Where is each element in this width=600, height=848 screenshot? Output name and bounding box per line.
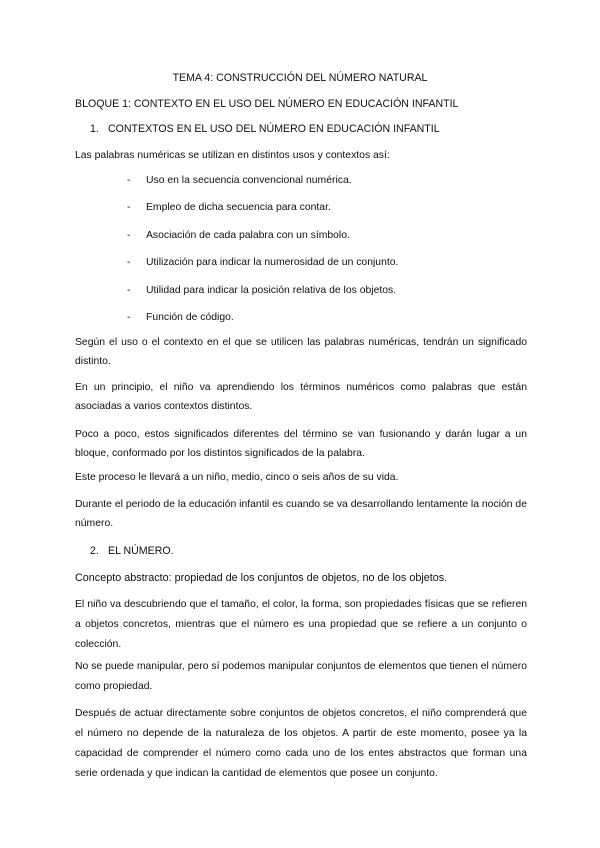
body-paragraph: El niño va descubriendo que el tamaño, el color, la forma, son propiedades físicas que se refieren a objetos concretos, mientras que el número es una propiedad que se refiere a un conjunto o colección. [75, 599, 527, 650]
page-title: TEMA 4: CONSTRUCCIÓN DEL NÚMERO NATURAL [172, 72, 428, 84]
bullet-marker: - [127, 257, 131, 268]
bullet-marker: - [127, 312, 131, 323]
bullet-marker: - [127, 230, 131, 241]
section-number-1: 1. [90, 123, 99, 135]
body-paragraph: En un principio, el niño va aprendiendo los términos numéricos como palabras que están asociadas a varios contextos distintos. [75, 382, 527, 412]
body-paragraph: Después de actuar directamente sobre conjuntos de objetos concretos, el niño comprenderá que el número no depende de la naturaleza de los objetos. A partir de este momento, posee ya la capacidad de comprender el número como cada uno de los entes abstractos que forman una serie ordenada y que indican la cantidad de elementos que posee un conjunto. [75, 708, 527, 779]
section-heading-2: EL NÚMERO. [108, 545, 174, 557]
section-heading-1: CONTEXTOS EN EL USO DEL NÚMERO EN EDUCACIÓN INFANTIL [108, 123, 440, 135]
bullet-marker: - [127, 175, 131, 186]
bullet-item: Uso en la secuencia convencional numérica. [146, 175, 352, 186]
bullet-item: Asociación de cada palabra con un símbolo. [146, 230, 350, 241]
body-paragraph: Durante el periodo de la educación infantil es cuando se va desarrollando lentamente la noción de número. [75, 499, 527, 529]
body-paragraph: No se puede manipular, pero sí podemos manipular conjuntos de elementos que tienen el número como propiedad. [75, 661, 527, 692]
bullet-marker: - [127, 202, 131, 213]
bullet-item: Función de código. [146, 312, 234, 323]
bullet-item: Utilización para indicar la numerosidad de un conjunto. [146, 257, 399, 268]
bullet-item: Utilidad para indicar la posición relativa de los objetos. [146, 285, 397, 296]
body-paragraph: Poco a poco, estos significados diferentes del término se van fusionando y darán lugar a un bloque, conformado por los distintos significados de la palabra. [75, 429, 527, 459]
body-paragraph: Concepto abstracto: propiedad de los conjuntos de objetos, no de los objetos. [75, 572, 448, 584]
section-number-2: 2. [90, 545, 99, 557]
block-heading: BLOQUE 1: CONTEXTO EN EL USO DEL NÚMERO EN EDUCACIÓN INFANTIL [75, 98, 459, 110]
bullet-item: Empleo de dicha secuencia para contar. [146, 202, 331, 213]
intro-paragraph: Las palabras numéricas se utilizan en distintos usos y contextos así: [75, 150, 390, 161]
body-paragraph: Según el uso o el contexto en el que se utilicen las palabras numéricas, tendrán un significado distinto. [75, 337, 527, 367]
body-paragraph: Este proceso le llevará a un niño, medio, cinco o seis años de su vida. [75, 472, 399, 483]
bullet-marker: - [127, 285, 131, 296]
